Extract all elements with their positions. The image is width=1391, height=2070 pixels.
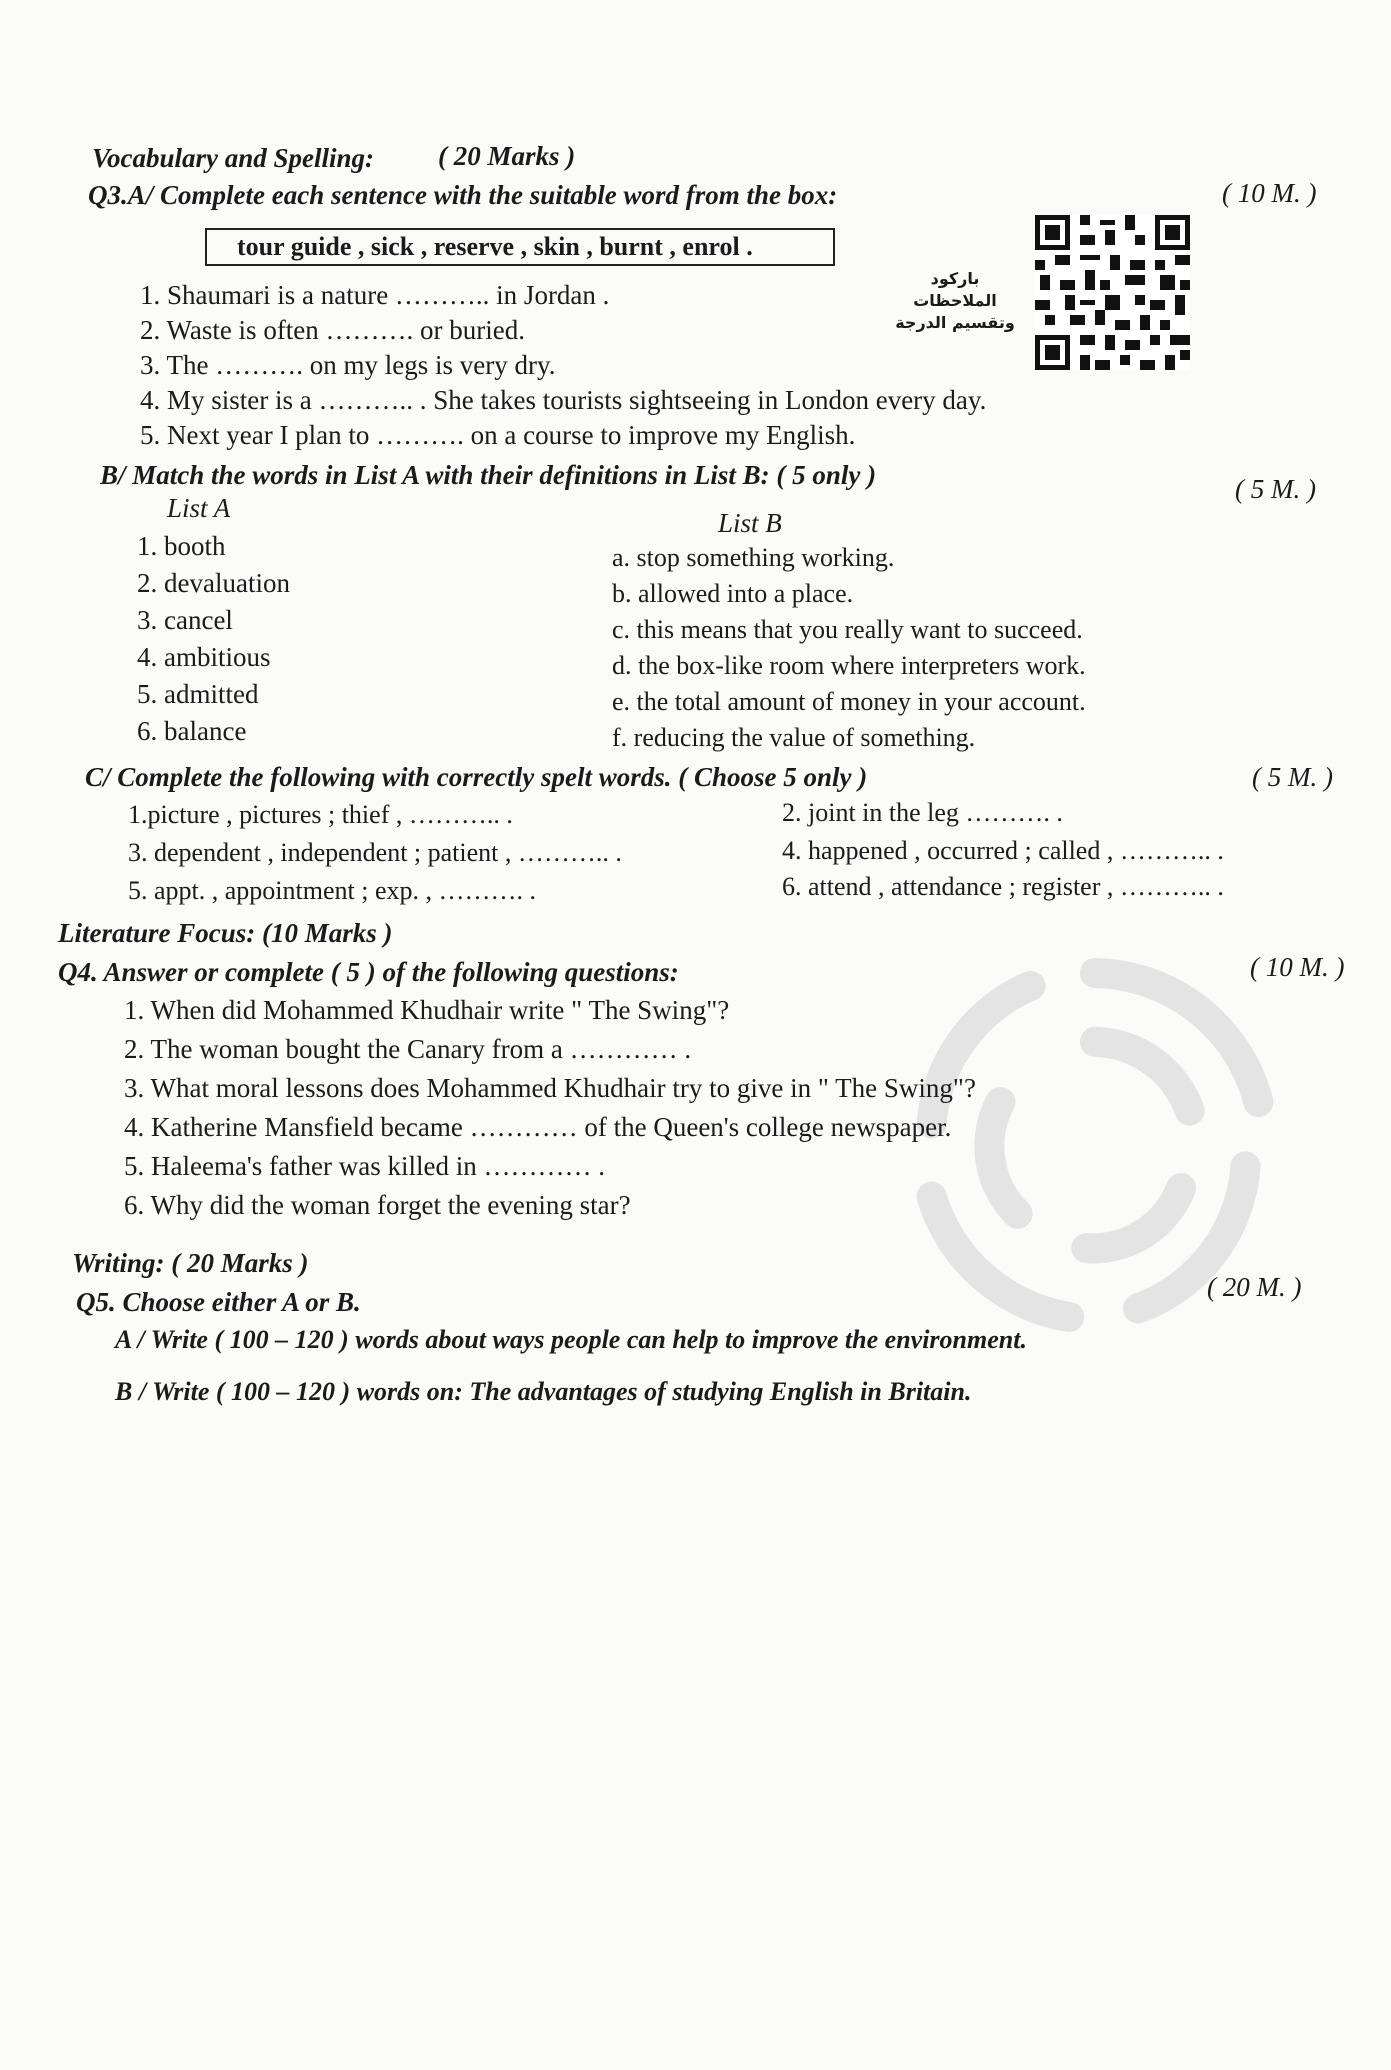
list-b-item-d: d. the box-like room where interpreters work. xyxy=(612,651,1086,680)
list-b-item-b: b. allowed into a place. xyxy=(612,579,854,608)
q3a-item-5: 5. Next year I plan to ………. on a course to improve my English. xyxy=(140,420,856,450)
list-a-title: List A xyxy=(167,493,231,523)
q4-item-3: 3. What moral lessons does Mohammed Khudhair try to give in " The Swing"? xyxy=(124,1073,976,1103)
q3c-item-6: 6. attend , attendance ; register , ……….. . xyxy=(782,872,1224,901)
q3c-item-4: 4. happened , occurred ; called , ……….. . xyxy=(782,836,1224,865)
section-title-vocabulary: Vocabulary and Spelling: xyxy=(92,143,375,173)
list-a-item-5: 5. admitted xyxy=(137,679,259,709)
q3a-item-2: 2. Waste is often ………. or buried. xyxy=(140,315,526,345)
section-title-literature: Literature Focus: (10 Marks ) xyxy=(58,918,393,948)
question-3b-marks: ( 5 M. ) xyxy=(1235,474,1316,504)
question-5-prompt: Q5. Choose either A or B. xyxy=(76,1287,361,1317)
list-b-title: List B xyxy=(718,508,782,538)
q5-option-a: A / Write ( 100 – 120 ) words about ways people can help to improve the environment. xyxy=(115,1325,1027,1354)
question-3b-prompt: B/ Match the words in List A with their definitions in List B: ( 5 only ) xyxy=(100,460,877,490)
list-b-item-a: a. stop something working. xyxy=(612,543,895,572)
question-4-prompt: Q4. Answer or complete ( 5 ) of the following questions: xyxy=(58,957,679,987)
q4-item-5: 5. Haleema's father was killed in ………… . xyxy=(124,1151,605,1181)
q4-item-2: 2. The woman bought the Canary from a ………… . xyxy=(124,1034,692,1064)
qr-code-note: باركود الملاحظات وتقسيم الدرجة xyxy=(895,269,1015,332)
q3c-item-3: 3. dependent , independent ; patient , ……….. . xyxy=(128,838,622,867)
list-a-item-3: 3. cancel xyxy=(137,605,233,635)
q3a-item-4: 4. My sister is a ……….. . She takes tourists sightseeing in London every day. xyxy=(140,385,987,415)
section-title-writing: Writing: ( 20 Marks ) xyxy=(72,1248,309,1278)
question-4-marks: ( 10 M. ) xyxy=(1250,952,1345,982)
q3a-item-3: 3. The ………. on my legs is very dry. xyxy=(140,350,556,380)
list-b-item-f: f. reducing the value of something. xyxy=(612,723,976,752)
question-3c-marks: ( 5 M. ) xyxy=(1252,762,1333,792)
q4-item-6: 6. Why did the woman forget the evening star? xyxy=(124,1190,631,1220)
q4-item-1: 1. When did Mohammed Khudhair write " The Swing"? xyxy=(124,995,730,1025)
q3c-item-5: 5. appt. , appointment ; exp. , ………. . xyxy=(128,876,537,905)
question-3a-prompt: Q3.A/ Complete each sentence with the suitable word from the box: xyxy=(88,180,838,210)
q5-option-b: B / Write ( 100 – 120 ) words on: The advantages of studying English in Britain. xyxy=(115,1377,972,1406)
word-box: tour guide , sick , reserve , skin , burnt , enrol . xyxy=(205,228,835,266)
qr-code xyxy=(1035,215,1190,370)
q3a-item-1: 1. Shaumari is a nature ……….. in Jordan . xyxy=(140,280,610,310)
list-b-item-e: e. the total amount of money in your account. xyxy=(612,687,1086,716)
list-a-item-4: 4. ambitious xyxy=(137,642,271,672)
q4-item-4: 4. Katherine Mansfield became ………… of the Queen's college newspaper. xyxy=(124,1112,952,1142)
question-5-marks: ( 20 M. ) xyxy=(1207,1272,1302,1302)
list-a-item-1: 1. booth xyxy=(137,531,226,561)
section-marks-vocabulary: ( 20 Marks ) xyxy=(438,141,576,171)
q3c-item-1: 1.picture , pictures ; thief , ……….. . xyxy=(128,800,513,829)
q3c-item-2: 2. joint in the leg ………. . xyxy=(782,798,1063,827)
question-3c-prompt: C/ Complete the following with correctly spelt words. ( Choose 5 only ) xyxy=(85,762,868,792)
question-3a-marks: ( 10 M. ) xyxy=(1222,178,1317,208)
list-a-item-6: 6. balance xyxy=(137,716,247,746)
list-b-item-c: c. this means that you really want to succeed. xyxy=(612,615,1083,644)
list-a-item-2: 2. devaluation xyxy=(137,568,290,598)
